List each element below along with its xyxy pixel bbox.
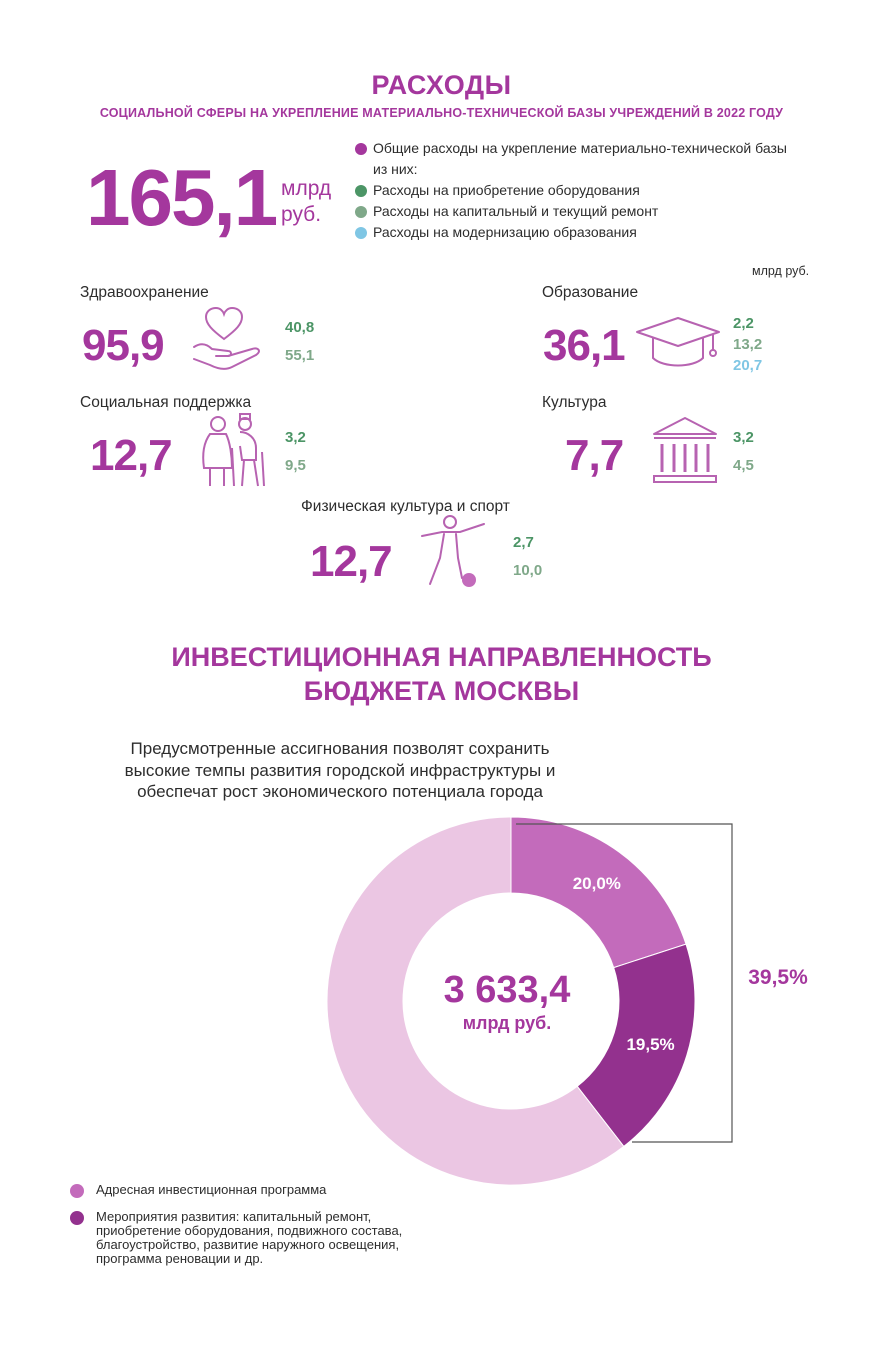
bracket-percent-label: 39,5% [748, 966, 808, 989]
legend-dot-green [355, 185, 367, 197]
sport-repair-value: 10,0 [513, 562, 543, 579]
expenses-legend [355, 138, 787, 243]
legend-label: Расходы на приобретение оборудования [373, 182, 640, 198]
category-value-sport: 12,7 [310, 537, 392, 586]
education-modernization-value: 20,7 [733, 357, 763, 374]
legend-label: Мероприятия развития: капитальный ремонт, приобретение оборудования, подвижного состава, благоустройство, развитие наружного освещения, программа реновации и др. [96, 1209, 403, 1266]
total-unit-line1: млрд [281, 177, 332, 200]
category-label-education: Образование [542, 284, 639, 301]
category-label-sport: Физическая культура и спорт [301, 498, 510, 515]
category-label-culture: Культура [542, 394, 607, 411]
donut-slice-label-1: 19,5% [626, 1034, 675, 1054]
legend-dot-blue [355, 227, 367, 239]
total-expenses-value: 165,1 [86, 153, 277, 242]
social-support-repair-value: 9,5 [285, 457, 306, 474]
legend-label: из них: [373, 161, 418, 177]
lead-line3: обеспечат рост экономического потенциала города [137, 782, 543, 801]
legend-item-equipment [355, 180, 787, 201]
legend-dot-purple [355, 143, 367, 155]
culture-equipment-value: 3,2 [733, 429, 754, 446]
legend-item-total [355, 138, 787, 159]
legend-item-repair [355, 201, 787, 222]
legend-dot-light-purple [70, 1184, 84, 1198]
investment-lead-text [80, 738, 600, 803]
legend-dot-dark-purple [70, 1211, 84, 1225]
legend-item-modernization [355, 222, 787, 243]
legend-label: Расходы на модернизацию образования [373, 224, 637, 240]
legend-item-of-them [355, 159, 787, 180]
expenses-subtitle: СОЦИАЛЬНОЙ СФЕРЫ НА УКРЕПЛЕНИЕ МАТЕРИАЛЬНО-ТЕХНИЧЕСКОЙ БАЗЫ УЧРЕЖДЕНИЙ В 2022 ГОДУ [99, 106, 784, 120]
investment-legend [70, 1183, 436, 1278]
category-label-social-support: Социальная поддержка [80, 394, 252, 411]
donut-center-value: 3 633,4 [443, 969, 571, 1011]
football-player-icon [416, 514, 492, 590]
museum-building-icon [650, 414, 720, 486]
category-value-culture: 7,7 [565, 431, 624, 480]
culture-repair-value: 4,5 [733, 457, 754, 474]
social-support-equipment-value: 3,2 [285, 429, 306, 446]
category-value-education: 36,1 [543, 321, 625, 370]
investment-title-line2: БЮДЖЕТА МОСКВЫ [303, 676, 580, 706]
investment-title-line1: ИНВЕСТИЦИОННАЯ НАПРАВЛЕННОСТЬ [171, 642, 712, 672]
legend-item-address-program [70, 1183, 436, 1198]
category-value-healthcare: 95,9 [82, 321, 164, 370]
expenses-title: РАСХОДЫ [371, 70, 512, 100]
donut-slice-label-0: 20,0% [572, 873, 621, 893]
legend-label: Расходы на капитальный и текущий ремонт [373, 203, 659, 219]
legend-label: Адресная инвестиционная программа [96, 1182, 327, 1197]
healthcare-equipment-value: 40,8 [285, 319, 315, 336]
education-equipment-value: 2,2 [733, 315, 754, 332]
education-repair-value: 13,2 [733, 336, 763, 353]
total-expenses-unit [281, 176, 341, 229]
healthcare-repair-value: 55,1 [285, 347, 315, 364]
investment-donut-chart [0, 800, 883, 1190]
donut-center-unit: млрд руб. [462, 1013, 552, 1033]
category-label-healthcare: Здравоохранение [80, 284, 209, 301]
graduation-cap-icon [633, 312, 723, 374]
heart-hand-icon [190, 305, 270, 377]
investment-title [0, 640, 883, 708]
lead-line1: Предусмотренные ассигнования позволят сохранить [130, 739, 550, 758]
legend-item-development-measures [70, 1210, 436, 1266]
units-note: млрд руб. [752, 264, 810, 278]
category-value-social-support: 12,7 [90, 431, 172, 480]
legend-label: Общие расходы на укрепление материально-технической базы [373, 140, 787, 156]
total-unit-line2: руб. [281, 203, 322, 227]
sport-equipment-value: 2,7 [513, 534, 534, 551]
legend-dot-gray-green [355, 206, 367, 218]
elderly-couple-icon [196, 412, 272, 490]
lead-line2: высокие темпы развития городской инфраструктуры и [124, 760, 556, 780]
